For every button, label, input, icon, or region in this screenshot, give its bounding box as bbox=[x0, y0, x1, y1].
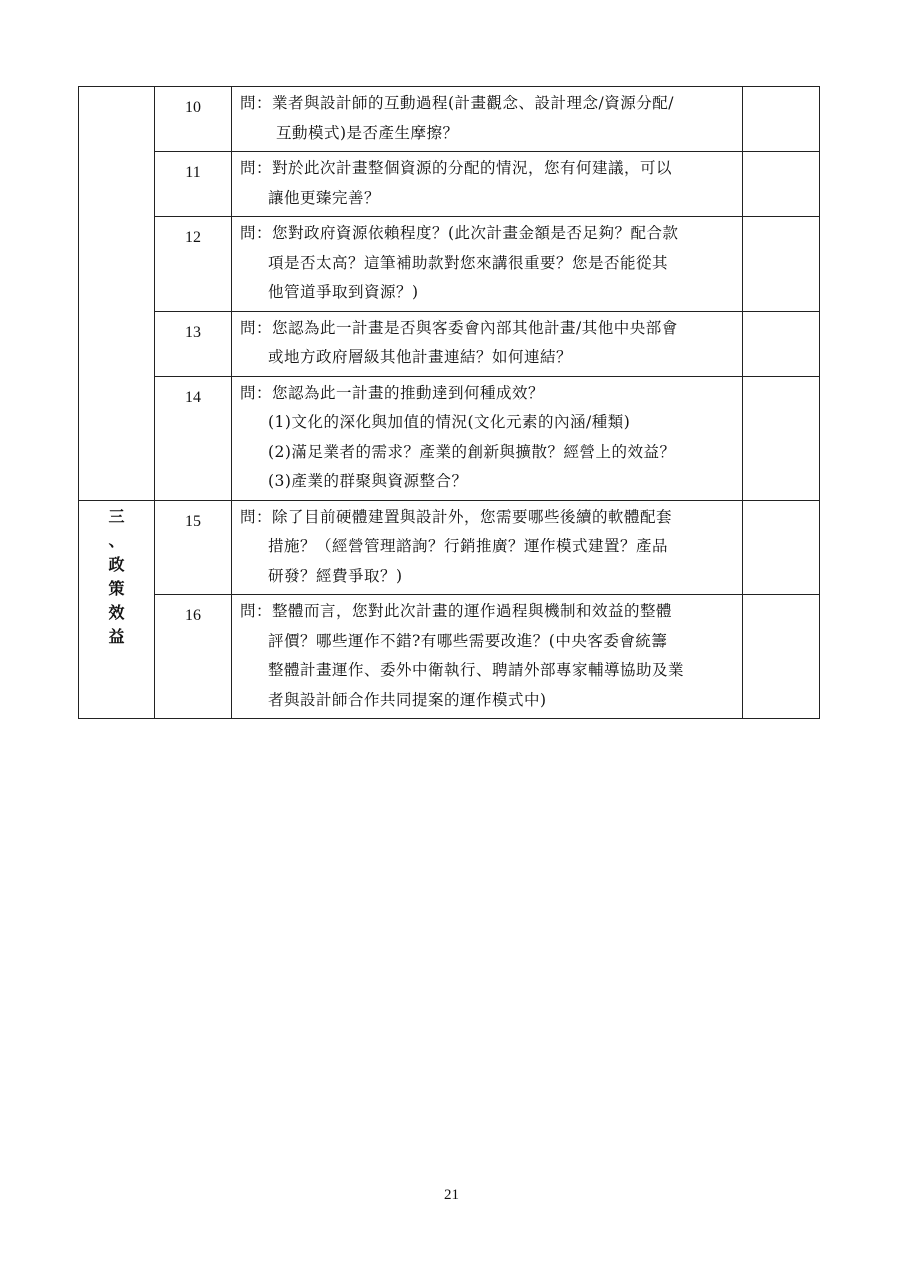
question-line: 或地方政府層級其他計畫連結？如何連結？ bbox=[268, 348, 573, 366]
question-line: 問：整體而言，您對此次計畫的運作過程與機制和效益的整體 bbox=[240, 602, 673, 620]
question-line: 問：除了目前硬體建置與設計外，您需要哪些後續的軟體配套 bbox=[240, 507, 673, 526]
question-line: (2)滿足業者的需求？產業的創新與擴散？經營上的效益？ bbox=[268, 442, 676, 461]
answer-cell bbox=[743, 595, 820, 719]
question-line: 他管道爭取到資源？) bbox=[268, 283, 419, 301]
question-line: 項是否太高？這筆補助款對您來講很重要？您是否能從其 bbox=[268, 253, 669, 272]
question-text bbox=[232, 595, 743, 719]
answer-cell bbox=[743, 311, 820, 376]
question-text bbox=[232, 500, 743, 595]
section-header-policy-benefits bbox=[79, 500, 155, 719]
answer-cell bbox=[743, 152, 820, 217]
question-line: 互動模式)是否產生摩擦？ bbox=[276, 123, 459, 142]
question-line: 整體計畫運作、委外中衛執行、聘請外部專家輔導協助及業 bbox=[268, 661, 685, 679]
section-cell-empty bbox=[79, 87, 155, 501]
question-number: 12 bbox=[155, 217, 232, 312]
table-row bbox=[79, 376, 820, 500]
section-char: 益 bbox=[108, 626, 125, 646]
question-line: (1)文化的深化與加值的情況(文化元素的內涵/種類) bbox=[268, 413, 631, 431]
question-line: 問：您認為此一計畫是否與客委會內部其他計畫/其他中央部會 bbox=[240, 318, 678, 337]
question-line: 評價？哪些運作不錯?有哪些需要改進？(中央客委會統籌 bbox=[268, 631, 668, 650]
question-line: 問：您認為此一計畫的推動達到何種成效？ bbox=[240, 383, 545, 402]
question-number: 14 bbox=[155, 376, 232, 500]
question-line: 研發？經費爭取？) bbox=[268, 566, 403, 585]
table-row bbox=[79, 217, 820, 312]
table-row bbox=[79, 152, 820, 217]
section-char: 、 bbox=[108, 530, 125, 550]
question-text bbox=[232, 311, 743, 376]
question-text bbox=[232, 217, 743, 312]
question-number: 10 bbox=[155, 87, 232, 152]
question-line: 問：業者與設計師的互動過程(計畫觀念、設計理念/資源分配/ bbox=[240, 94, 674, 112]
question-line: (3)產業的群聚與資源整合？ bbox=[268, 472, 468, 490]
question-number: 13 bbox=[155, 311, 232, 376]
answer-cell bbox=[743, 500, 820, 595]
section-char: 效 bbox=[108, 602, 125, 622]
question-text bbox=[232, 376, 743, 500]
section-char: 策 bbox=[108, 578, 125, 598]
table-row bbox=[79, 595, 820, 719]
question-line: 讓他更臻完善？ bbox=[268, 188, 381, 207]
table-row bbox=[79, 311, 820, 376]
table-row bbox=[79, 500, 820, 595]
question-number: 11 bbox=[155, 152, 232, 217]
question-line: 問：對於此次計畫整個資源的分配的情況，您有何建議，可以 bbox=[240, 159, 673, 177]
question-text bbox=[232, 152, 743, 217]
section-char: 政 bbox=[108, 554, 125, 574]
section-char: 三 bbox=[108, 506, 125, 526]
questionnaire-table bbox=[78, 86, 820, 719]
answer-cell bbox=[743, 376, 820, 500]
question-number: 15 bbox=[155, 500, 232, 595]
answer-cell bbox=[743, 217, 820, 312]
question-line: 問：您對政府資源依賴程度？(此次計畫金額是否足夠？配合款 bbox=[240, 224, 679, 242]
answer-cell bbox=[743, 87, 820, 152]
question-line: 措施？（經營管理諮詢？行銷推廣？運作模式建置？產品 bbox=[268, 537, 669, 555]
question-line: 者與設計師合作共同提案的運作模式中) bbox=[268, 690, 547, 709]
question-text bbox=[232, 87, 743, 152]
question-number: 16 bbox=[155, 595, 232, 719]
page-number: 21 bbox=[444, 1187, 459, 1203]
table-row bbox=[79, 87, 820, 152]
